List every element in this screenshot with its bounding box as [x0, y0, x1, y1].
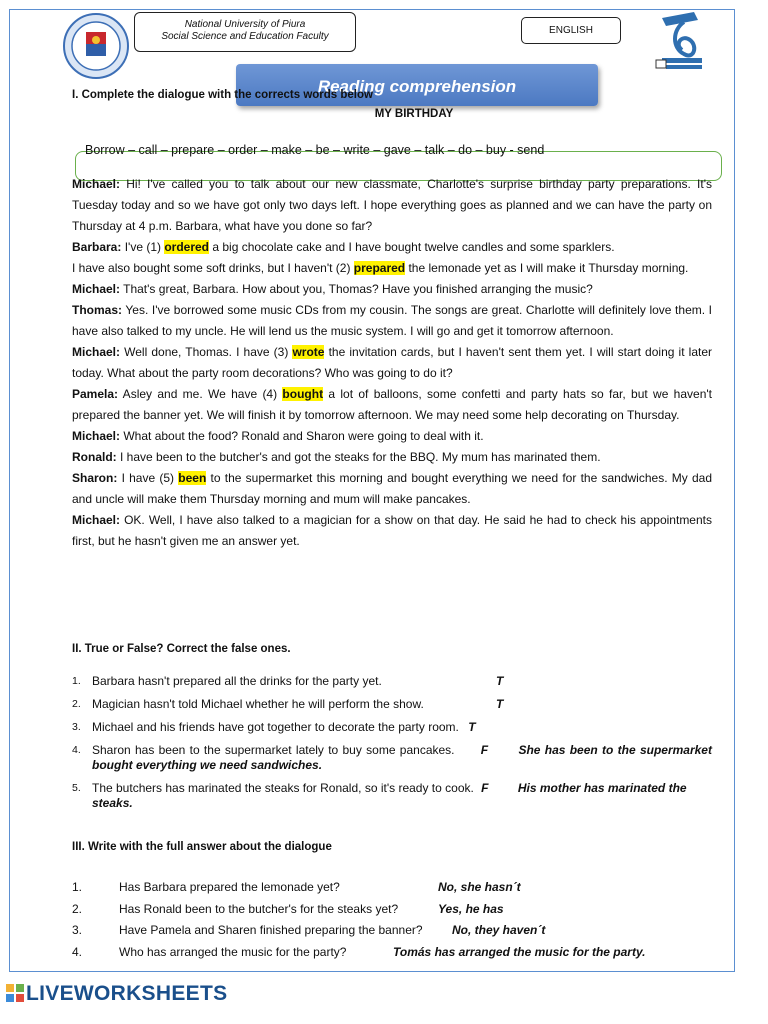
dialogue-text-span: I have been to the butcher's and got the steaks for the BBQ. My mum has marinated them.	[116, 450, 601, 464]
dialogue-line	[72, 174, 712, 237]
tf-correction[interactable]: His mother has marinated the steaks.	[92, 781, 687, 810]
list-item	[72, 920, 712, 942]
statement-text: Barbara hasn't prepared all the drinks for the party yet.	[92, 674, 382, 688]
full-answer-list	[72, 877, 712, 963]
list-item	[72, 674, 712, 689]
speaker-name: Sharon:	[72, 471, 118, 485]
answer-blank-2[interactable]: prepared	[353, 261, 406, 275]
speaker-name: Michael:	[72, 513, 121, 527]
liveworksheets-icon	[6, 984, 24, 1002]
question-text: Has Barbara prepared the lemonade yet?	[119, 880, 340, 894]
item-number: 1.	[72, 675, 81, 687]
item-number: 3.	[72, 923, 83, 937]
faculty-logo-icon	[654, 8, 714, 74]
section-1-title: I. Complete the dialogue with the corrects words below	[72, 89, 373, 101]
university-header-box	[134, 12, 356, 52]
list-item	[72, 877, 712, 899]
answer-text[interactable]: Tomás has arranged the music for the party.	[393, 944, 646, 959]
dialogue-text-span: That's great, Barbara. How about you, Thomas? Have you finished arranging the music?	[120, 282, 593, 296]
speaker-name: Michael:	[72, 282, 121, 296]
faculty-name: Social Science and Education Faculty	[161, 31, 329, 42]
liveworksheets-logo[interactable]	[6, 982, 227, 1006]
dialogue-line	[72, 300, 712, 342]
dialogue-line	[72, 258, 712, 279]
answer-blank-5[interactable]: been	[178, 471, 207, 485]
dialogue-text-span: Yes. I've borrowed some music CDs from my cousin. The songs are great. Charlotte will definitely love them. I have also talked to my uncle. He will lend us the music system. I will go and get it tomorrow afternoon.	[72, 303, 712, 338]
university-seal-icon	[62, 12, 130, 80]
dialogue-text-span: Well done, Thomas. I have (3)	[120, 345, 293, 359]
answer-text[interactable]: No, they haven´t	[452, 923, 546, 937]
item-number: 3.	[72, 721, 81, 733]
dialogue-line	[72, 510, 712, 552]
item-number: 2.	[72, 698, 81, 710]
dialogue-line	[72, 279, 712, 300]
tf-answer[interactable]: T	[468, 720, 476, 734]
item-number: 2.	[72, 901, 83, 916]
section-3-title: III. Write with the full answer about the dialogue	[72, 841, 332, 853]
dialogue-text-span: I have also bought some soft drinks, but I haven't (2)	[72, 261, 354, 275]
tf-answer[interactable]: T	[496, 674, 504, 688]
dialogue-line	[72, 342, 712, 384]
statement-text: Sharon has been to the supermarket lately to buy some pancakes.	[92, 743, 455, 757]
item-number: 4.	[72, 744, 81, 756]
list-item	[72, 899, 712, 921]
subject-box: ENGLISH	[521, 17, 621, 44]
question-text: Who has arranged the music for the party?	[119, 944, 347, 959]
list-item	[72, 720, 712, 735]
university-name: National University of Piura	[184, 19, 306, 30]
dialogue-text-span: the invitation cards, but I haven't sent them yet. I will start doing it later today. What about the party room decorations? Who was going to do it?	[72, 345, 712, 380]
dialogue-text-span: a big chocolate cake and I have bought twelve candles and some sparklers.	[209, 240, 615, 254]
dialogue-title: MY BIRTHDAY	[374, 108, 454, 120]
tf-correction[interactable]: She has been to the supermarket bought everything we need sandwiches.	[92, 743, 712, 772]
answer-blank-4[interactable]: bought	[282, 387, 324, 401]
dialogue-line	[72, 447, 712, 468]
reading-comprehension-banner: Reading comprehension	[236, 64, 598, 106]
dialogue-text-span: Asley and me. We have (4)	[118, 387, 283, 401]
speaker-name: Pamela:	[72, 387, 119, 401]
item-number: 4.	[72, 944, 83, 959]
dialogue-text-span: Hi! I've called you to talk about our new classmate, Charlotte's surprise birthday party preparations. It's Tuesday today and so we have got only two days left. I hope everything goes as planned and we can have the party on Thursday at 4 p.m. Barbara, what have you done so far?	[72, 177, 712, 233]
answer-blank-3[interactable]: wrote	[292, 345, 325, 359]
question-text: Have Pamela and Sharen finished preparing the banner?	[119, 923, 423, 937]
tf-answer[interactable]: T	[496, 697, 504, 711]
statement-text: The butchers has marinated the steaks for Ronald, so it's ready to cook.	[92, 781, 474, 795]
list-item	[72, 781, 712, 811]
dialogue-line	[72, 468, 712, 510]
dialogue-text-span: What about the food? Ronald and Sharon were going to deal with it.	[120, 429, 484, 443]
question-text: Has Ronald been to the butcher's for the steaks yet?	[119, 901, 399, 916]
list-item	[72, 942, 712, 964]
dialogue-line	[72, 384, 712, 426]
dialogue-text-span: the lemonade yet as I will make it Thursday morning.	[405, 261, 689, 275]
list-item	[72, 743, 712, 773]
dialogue-text-span: OK. Well, I have also talked to a magician for a show on that day. He said he had to check his appointments first, but he hasn't given me an answer yet.	[72, 513, 712, 548]
speaker-name: Michael:	[72, 177, 121, 191]
dialogue-text-span: a lot of balloons, some confetti and party hats so far, but we haven't prepared the banner yet. We will finish it by tomorrow afternoon. We may need some help decorating on Thursday.	[72, 387, 713, 422]
word-bank: Borrow – call – prepare – order – make – be – write – gave – talk – do – buy - send	[85, 143, 545, 157]
list-item	[72, 697, 712, 712]
item-number: 1.	[72, 880, 83, 894]
answer-text[interactable]: Yes, he has	[438, 901, 504, 916]
dialogue-text-span: I have (5)	[117, 471, 179, 485]
dialogue-text-span: I've (1)	[121, 240, 165, 254]
answer-blank-1[interactable]: ordered	[164, 240, 210, 254]
speaker-name: Barbara:	[72, 240, 122, 254]
speaker-name: Ronald:	[72, 450, 117, 464]
true-false-list	[72, 674, 712, 819]
dialogue-text-span: to the supermarket this morning and bought everything we need for the sandwiches. My dad and uncle will make them Thursday morning and mum will make pancakes.	[72, 471, 712, 506]
speaker-name: Michael:	[72, 345, 121, 359]
statement-text: Michael and his friends have got together to decorate the party room.	[92, 720, 459, 734]
dialogue-line	[72, 426, 712, 447]
item-number: 5.	[72, 782, 81, 794]
tf-answer[interactable]: F	[481, 781, 489, 795]
dialogue-text	[72, 174, 712, 552]
speaker-name: Michael:	[72, 429, 121, 443]
answer-text[interactable]: No, she hasn´t	[438, 880, 521, 894]
tf-answer[interactable]: F	[480, 743, 489, 757]
speaker-name: Thomas:	[72, 303, 123, 317]
statement-text: Magician hasn't told Michael whether he will perform the show.	[92, 697, 424, 711]
section-2-title: II. True or False? Correct the false ones.	[72, 643, 291, 655]
dialogue-line	[72, 237, 712, 258]
liveworksheets-brand: LIVEWORKSHEETS	[26, 982, 228, 1005]
